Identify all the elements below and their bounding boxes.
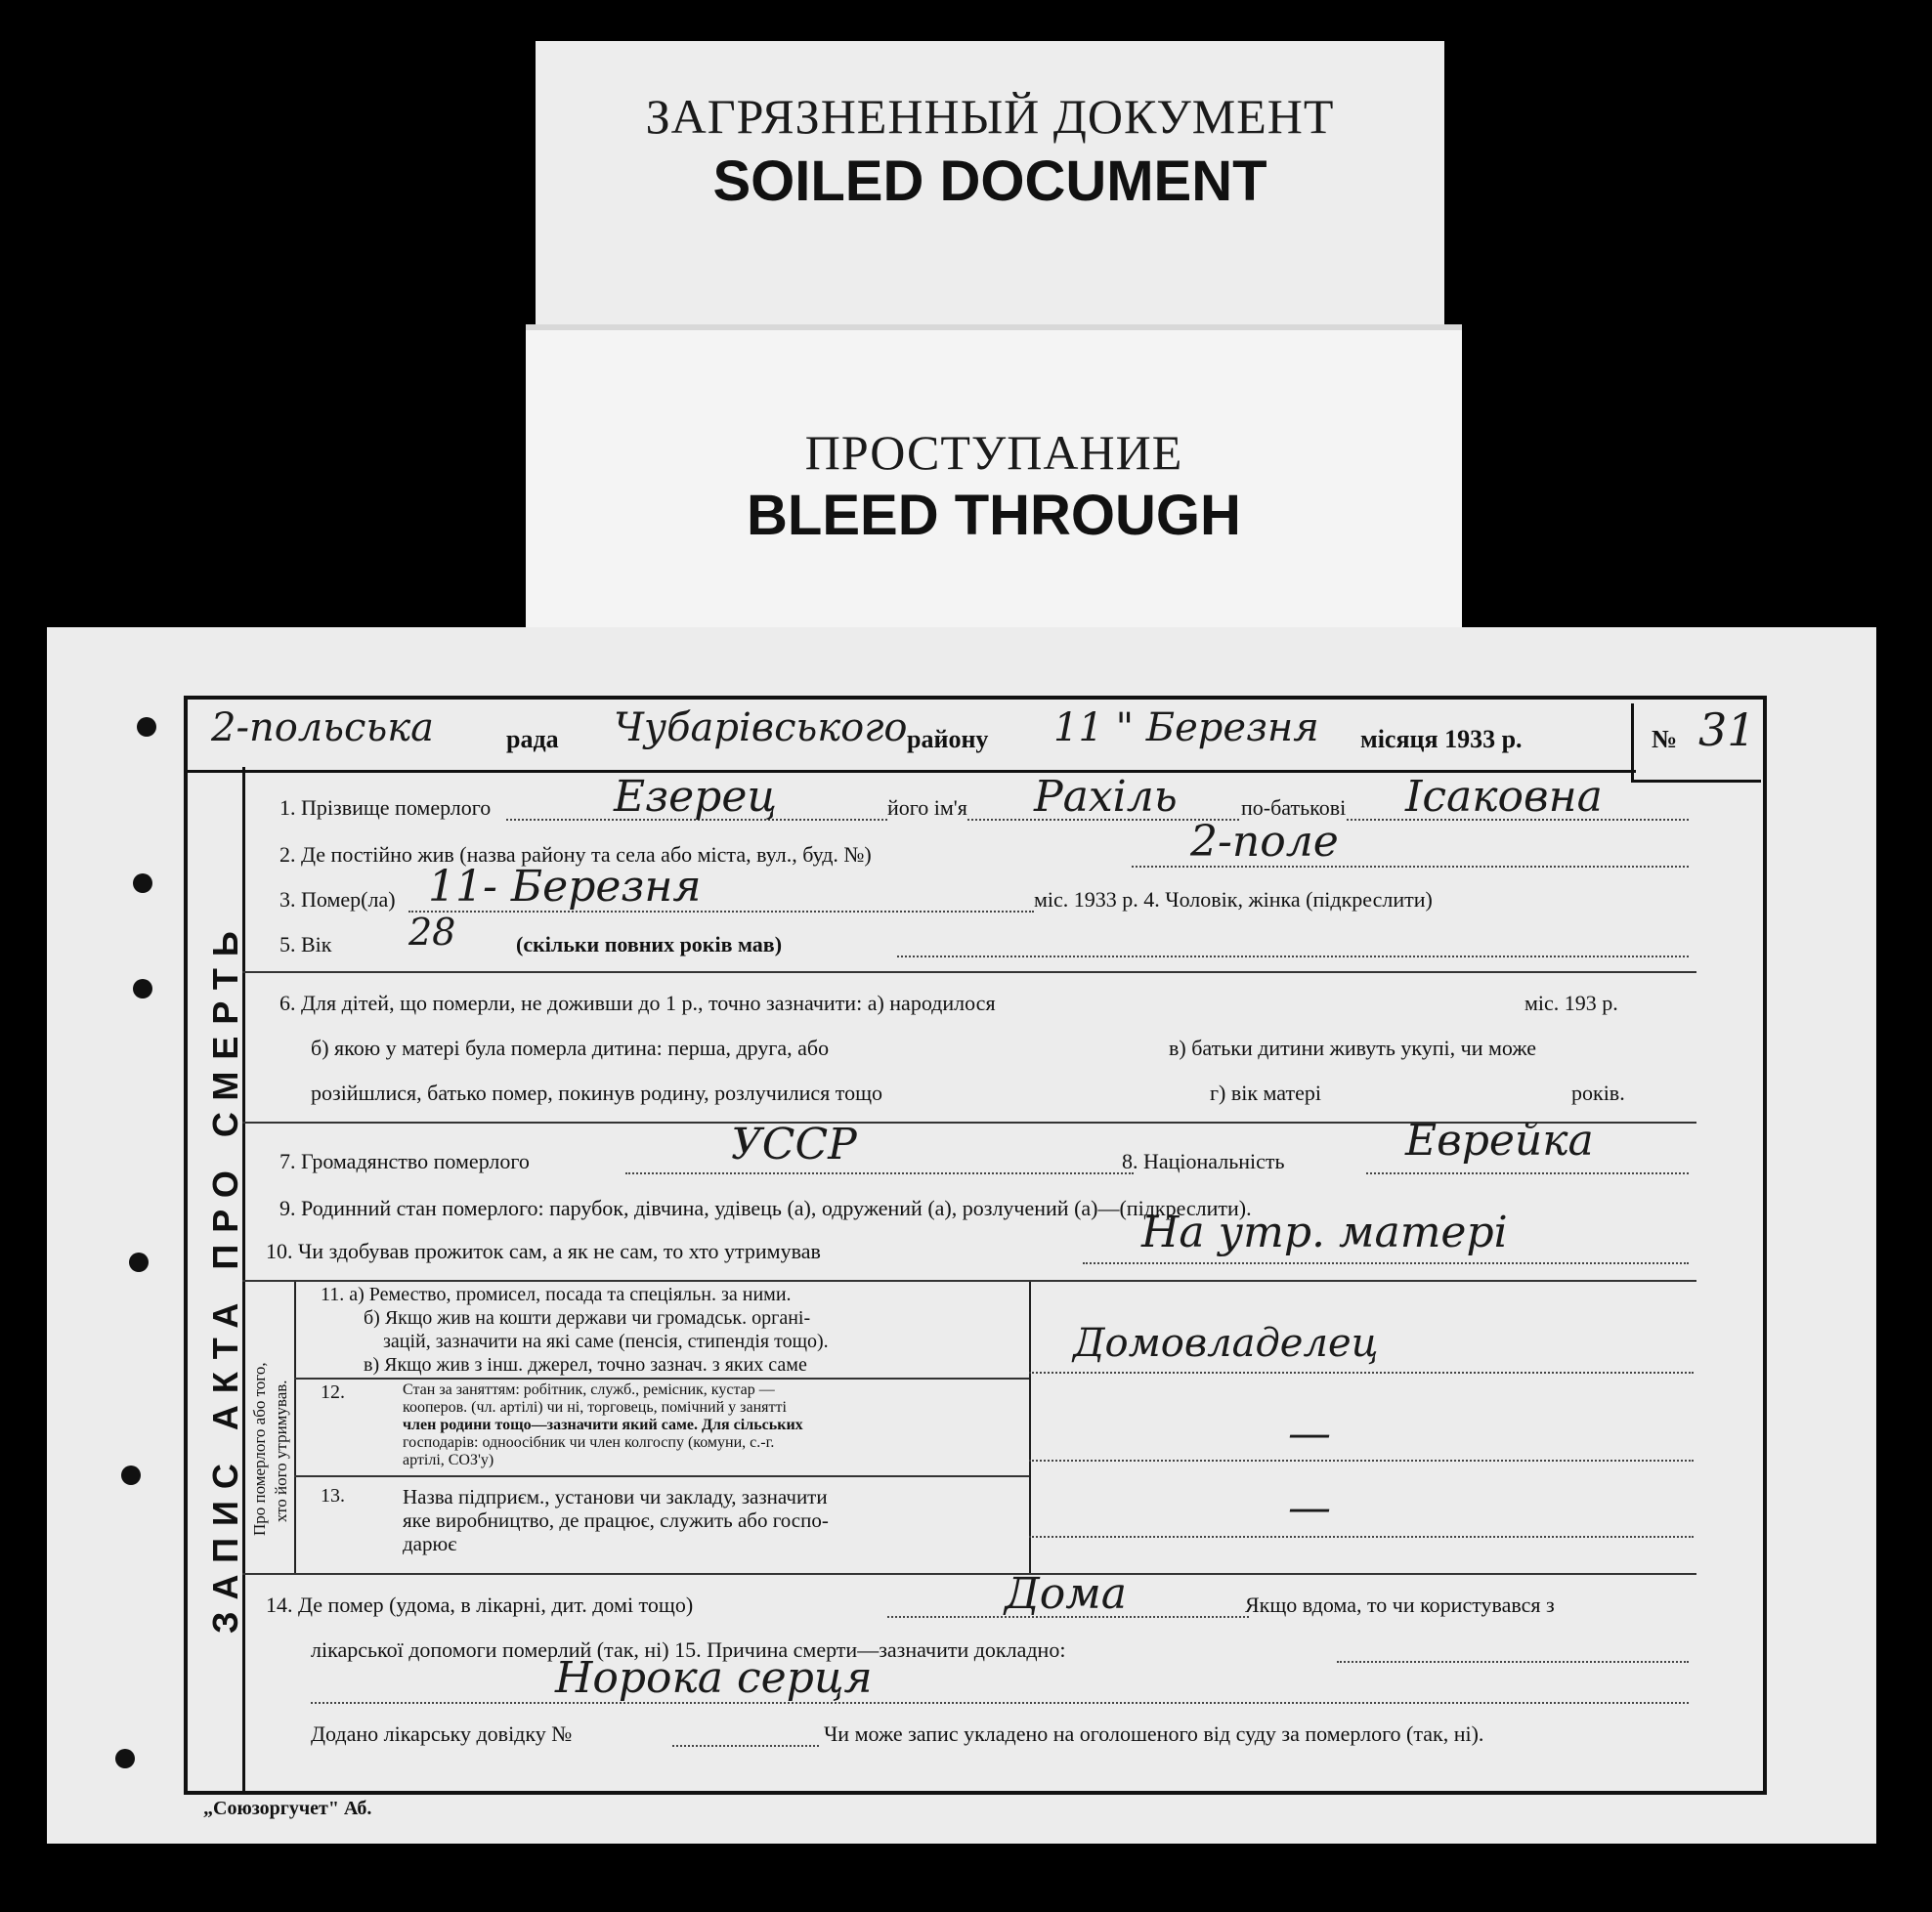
hw-date: 11 " Березня bbox=[1053, 705, 1319, 750]
hw-dash-12: — bbox=[1288, 1409, 1331, 1459]
hw-rada-name: 2-польська bbox=[211, 705, 434, 750]
rayonu-label: району bbox=[907, 725, 989, 753]
binder-hole bbox=[137, 717, 156, 737]
bleed-label-ru: ПРОСТУПАНИЕ bbox=[804, 425, 1183, 480]
hw-dash-13: — bbox=[1288, 1483, 1331, 1533]
hw-age: 28 bbox=[408, 911, 456, 954]
field-13-line2: яке виробництво, де працює, служить або госпо- bbox=[403, 1508, 829, 1532]
month-year-label: місяця 1933 р. bbox=[1360, 725, 1523, 753]
field-7-label: 7. Громадянство померлого bbox=[279, 1149, 530, 1173]
field-6b-tail: в) батьки дитини живуть укупі, чи може bbox=[1169, 1036, 1537, 1060]
field-11b: б) Якщо жив на кошти держави чи громадськ. органі- bbox=[364, 1307, 811, 1329]
printer-imprint: „Союзоргучет" Аб. bbox=[203, 1798, 372, 1819]
field-6c-tail: років. bbox=[1571, 1081, 1625, 1105]
field-14b-label: лікарської допомоги померлий (так, ні) 15. Причина смерти—зазначити докладно: bbox=[311, 1637, 1066, 1662]
field-9-label: 9. Родинний стан померлого: парубок, дівчина, удівець (а), одружений (а), розлучений (а)—(підкреслити). bbox=[279, 1196, 1252, 1220]
field-12-line3: член родини тощо—зазначити який саме. Для сільських bbox=[403, 1417, 803, 1433]
field-3-tail: міс. 1933 р. 4. Чоловік, жінка (підкреслити) bbox=[1034, 887, 1433, 912]
field-3-label: 3. Помер(ла) bbox=[279, 887, 396, 912]
hw-citizenship: УССР bbox=[731, 1120, 857, 1169]
hw-residence: 2-поле bbox=[1190, 817, 1339, 867]
hw-death-date: 11- Березня bbox=[428, 862, 702, 912]
hw-nationality: Еврейка bbox=[1405, 1116, 1594, 1166]
field-5-label: 5. Вік bbox=[279, 932, 332, 956]
hw-patronymic: Ісаковна bbox=[1405, 772, 1603, 822]
field-13-line1: Назва підприєм., установи чи закладу, зазначити bbox=[403, 1485, 828, 1508]
binder-hole bbox=[121, 1466, 141, 1485]
field-14-label: 14. Де помер (удома, в лікарні, дит. домі тощо) bbox=[266, 1593, 694, 1617]
hw-surname: Езерец bbox=[614, 772, 778, 822]
hw-rayon: Чубарівського bbox=[614, 705, 908, 750]
binder-hole bbox=[115, 1749, 135, 1768]
field-12-line5: артілі, СОЗ'у) bbox=[403, 1452, 494, 1468]
rada-label: рада bbox=[506, 725, 559, 753]
field-12-line4: господарів: одноосібник чи член колгоспу (комуни, с.-г. bbox=[403, 1434, 775, 1451]
side-sub-1: Про померлого або того, bbox=[250, 1362, 269, 1536]
field-11a: 11. а) Ремество, промисел, посада та спеціяльн. за ними. bbox=[321, 1284, 792, 1305]
field-6b-label: б) якою у матері була померла дитина: перша, друга, або bbox=[311, 1036, 830, 1060]
binder-hole bbox=[129, 1253, 149, 1272]
field-11c: в) Якщо жив з інш. джерел, точно зазнач. з яких саме bbox=[364, 1354, 807, 1376]
field-6c-label: розійшлися, батько помер, покинув родину, розлучилися тощо bbox=[311, 1081, 883, 1105]
form-side-title: ЗАПИС АКТА ПРО СМЕРТЬ bbox=[205, 919, 245, 1634]
bleed-label-en: BLEED THROUGH bbox=[747, 484, 1241, 547]
field-6c-mid: г) вік матері bbox=[1210, 1081, 1321, 1105]
binder-hole bbox=[133, 873, 152, 893]
hw-name: Рахіль bbox=[1034, 772, 1178, 822]
field-13-line3: дарює bbox=[403, 1532, 457, 1555]
field-16-label: Додано лікарську довідку № bbox=[311, 1721, 573, 1746]
field-6a-tail: міс. 193 р. bbox=[1524, 991, 1618, 1015]
field-13-num: 13. bbox=[321, 1485, 345, 1507]
field-14-tail: Якщо вдома, то чи користувався з bbox=[1245, 1593, 1555, 1617]
side-sub-2: хто його утримував. bbox=[272, 1380, 290, 1522]
hw-record-number: 31 bbox=[1698, 703, 1756, 756]
hw-occupation: Домовладелец bbox=[1073, 1321, 1379, 1366]
hw-place-of-death: Дома bbox=[1005, 1569, 1127, 1619]
field-12-line1: Стан за заняттям: робітник, служб., ремісник, кустар — bbox=[403, 1381, 775, 1398]
hw-cause-of-death: Норока серця bbox=[555, 1653, 873, 1703]
field-1-patronymic-label: по-батькові bbox=[1241, 795, 1347, 820]
field-6a-label: 6. Для дітей, що померли, не доживши до 1 р., точно зазначити: а) народилося bbox=[279, 991, 996, 1015]
field-2-label: 2. Де постійно жив (назва району та села або міста, вул., буд. №) bbox=[279, 842, 872, 867]
field-11b-2: зацій, зазначити на які саме (пенсія, стипендія тощо). bbox=[383, 1331, 829, 1352]
soiled-label-en: SOILED DOCUMENT bbox=[712, 149, 1267, 213]
number-label: № bbox=[1652, 725, 1678, 753]
soiled-document-card bbox=[536, 41, 1444, 334]
bleed-through-card bbox=[526, 330, 1462, 633]
field-12-line2: кооперов. (чл. артілі) чи ні, торговець, помічний у занятті bbox=[403, 1399, 787, 1416]
field-8-label: 8. Національність bbox=[1122, 1149, 1285, 1173]
hw-support: На утр. матері bbox=[1141, 1208, 1508, 1257]
field-16-tail: Чи може запис укладено на оголошеного від суду за померлого (так, ні). bbox=[824, 1721, 1484, 1746]
binder-hole bbox=[133, 979, 152, 998]
field-1-label: 1. Прізвище померлого bbox=[279, 795, 492, 820]
field-5-tail: (скільки повних років мав) bbox=[516, 932, 783, 956]
soiled-label-ru: ЗАГРЯЗНЕННЫЙ ДОКУМЕНТ bbox=[645, 89, 1335, 144]
death-record-form bbox=[47, 627, 1876, 1844]
field-12-num: 12. bbox=[321, 1381, 345, 1403]
field-10-label: 10. Чи здобував прожиток сам, а як не сам, то хто утримував bbox=[266, 1239, 821, 1263]
field-1-name-label: його ім'я bbox=[887, 795, 967, 820]
